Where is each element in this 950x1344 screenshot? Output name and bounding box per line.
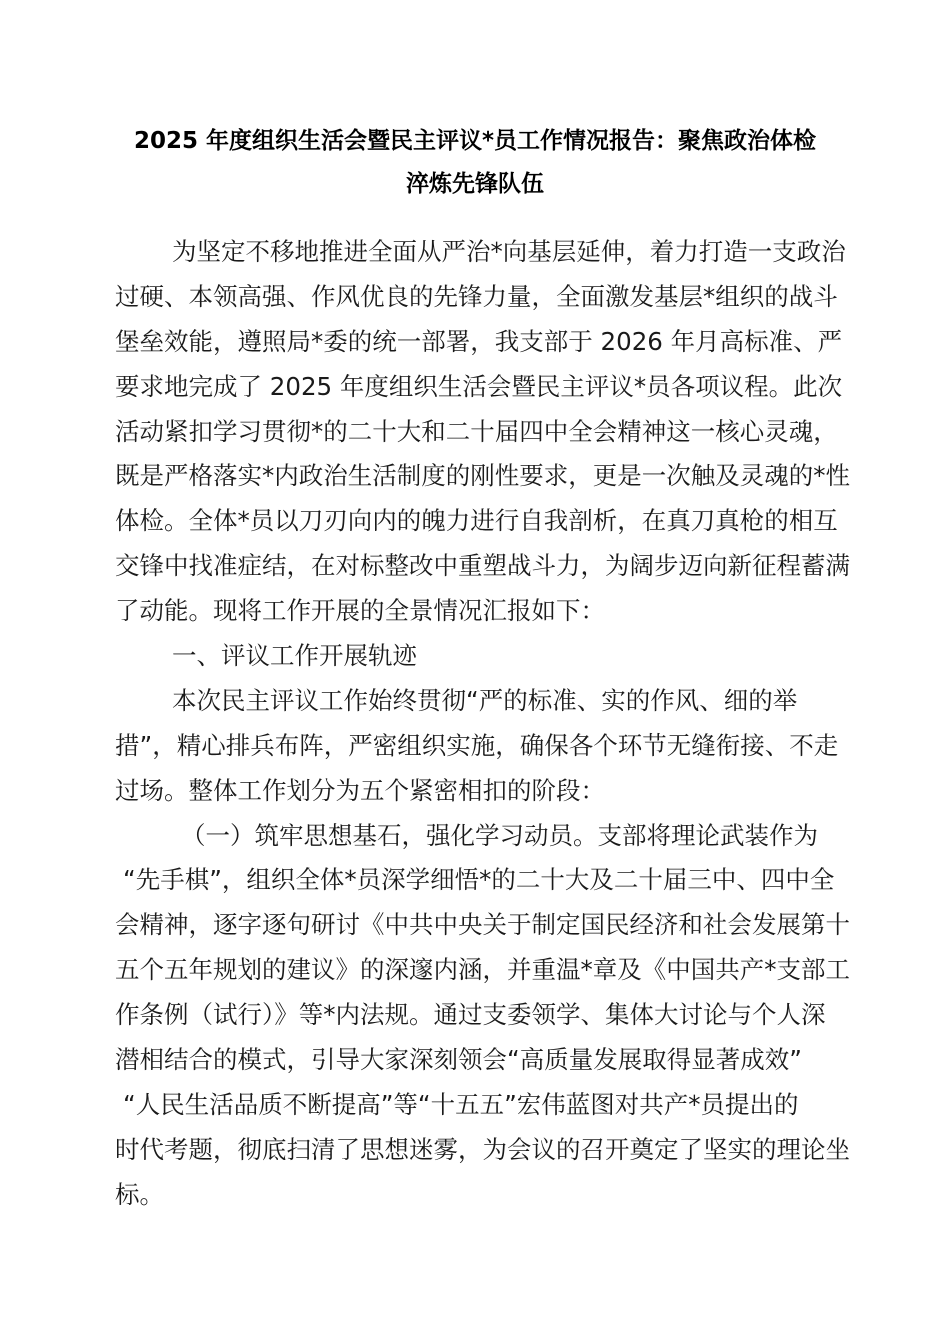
section-heading-1 bbox=[115, 634, 840, 679]
text-line: 标。 bbox=[115, 1179, 164, 1209]
text-line: “先手棋”，组织全体*员深学细悟*的二十大及二十届三中、四中全 bbox=[123, 865, 835, 895]
text-line: 潜相结合的模式，引导大家深刻领会“高质量发展取得显著成效” bbox=[115, 1045, 802, 1075]
text-line: 活动紧扣学习贯彻*的二十大和二十届四中全会精神这一核心灵魂， bbox=[115, 416, 838, 446]
text-line: 五个五年规划的建议》的深邃内涵，并重温*章及《中国共产*支部工 bbox=[115, 955, 850, 985]
section-1-intro-paragraph bbox=[115, 679, 840, 814]
text-line: 既是严格落实*内政治生活制度的刚性要求，更是一次触及灵魂的*性 bbox=[115, 461, 850, 491]
intro-paragraph bbox=[115, 230, 850, 634]
section-heading-text: 一、评议工作开展轨迹 bbox=[172, 641, 417, 671]
document-body bbox=[115, 230, 850, 1218]
title-line-2: 淬炼先锋队伍 bbox=[406, 171, 544, 197]
text-line: 要求地完成了 2025 年度组织生活会暨民主评议*员各项议程。此次 bbox=[115, 371, 843, 401]
text-line: 作条例（试行）》等*内法规。通过支委领学、集体大讨论与个人深 bbox=[115, 1000, 826, 1030]
text-line: 堡垒效能，遵照局*委的统一部署，我支部于 2026 年月高标准、严 bbox=[115, 326, 843, 356]
text-line: 体检。全体*员以刀刃向内的魄力进行自我剖析，在真刀真枪的相互 bbox=[115, 506, 838, 536]
subsection-heading-line: （一）筑牢思想基石，强化学习动员。支部将理论武装作为 bbox=[181, 820, 818, 850]
text-line: 交锋中找准症结，在对标整改中重塑战斗力，为阔步迈向新征程蓄满 bbox=[115, 551, 850, 581]
text-line: 了动能。现将工作开展的全景情况汇报如下： bbox=[115, 596, 605, 626]
title-line-1: 2025 年度组织生活会暨民主评议*员工作情况报告：聚焦政治体检 bbox=[133, 128, 817, 154]
subsection-1-paragraph bbox=[115, 814, 850, 1218]
text-line: 本次民主评议工作始终贯彻“严的标准、实的作风、细的举 bbox=[172, 685, 798, 715]
text-line: 会精神，逐字逐句研讨《中共中央关于制定国民经济和社会发展第十 bbox=[115, 910, 850, 940]
text-line: 措”，精心排兵布阵，严密组织实施，确保各个环节无缝衔接、不走 bbox=[115, 730, 839, 760]
text-line: 为坚定不移地推进全面从严治*向基层延伸，着力打造一支政治 bbox=[172, 237, 846, 266]
text-line: 过场。整体工作划分为五个紧密相扣的阶段： bbox=[115, 775, 605, 805]
document-title bbox=[100, 120, 850, 206]
text-line: 过硬、本领高强、作风优良的先锋力量，全面激发基层*组织的战斗 bbox=[115, 281, 838, 311]
text-line: 时代考题，彻底扫清了思想迷雾，为会议的召开奠定了坚实的理论坐 bbox=[115, 1134, 850, 1164]
text-line: “人民生活品质不断提高”等“十五五”宏伟蓝图对共产*员提出的 bbox=[123, 1089, 799, 1119]
